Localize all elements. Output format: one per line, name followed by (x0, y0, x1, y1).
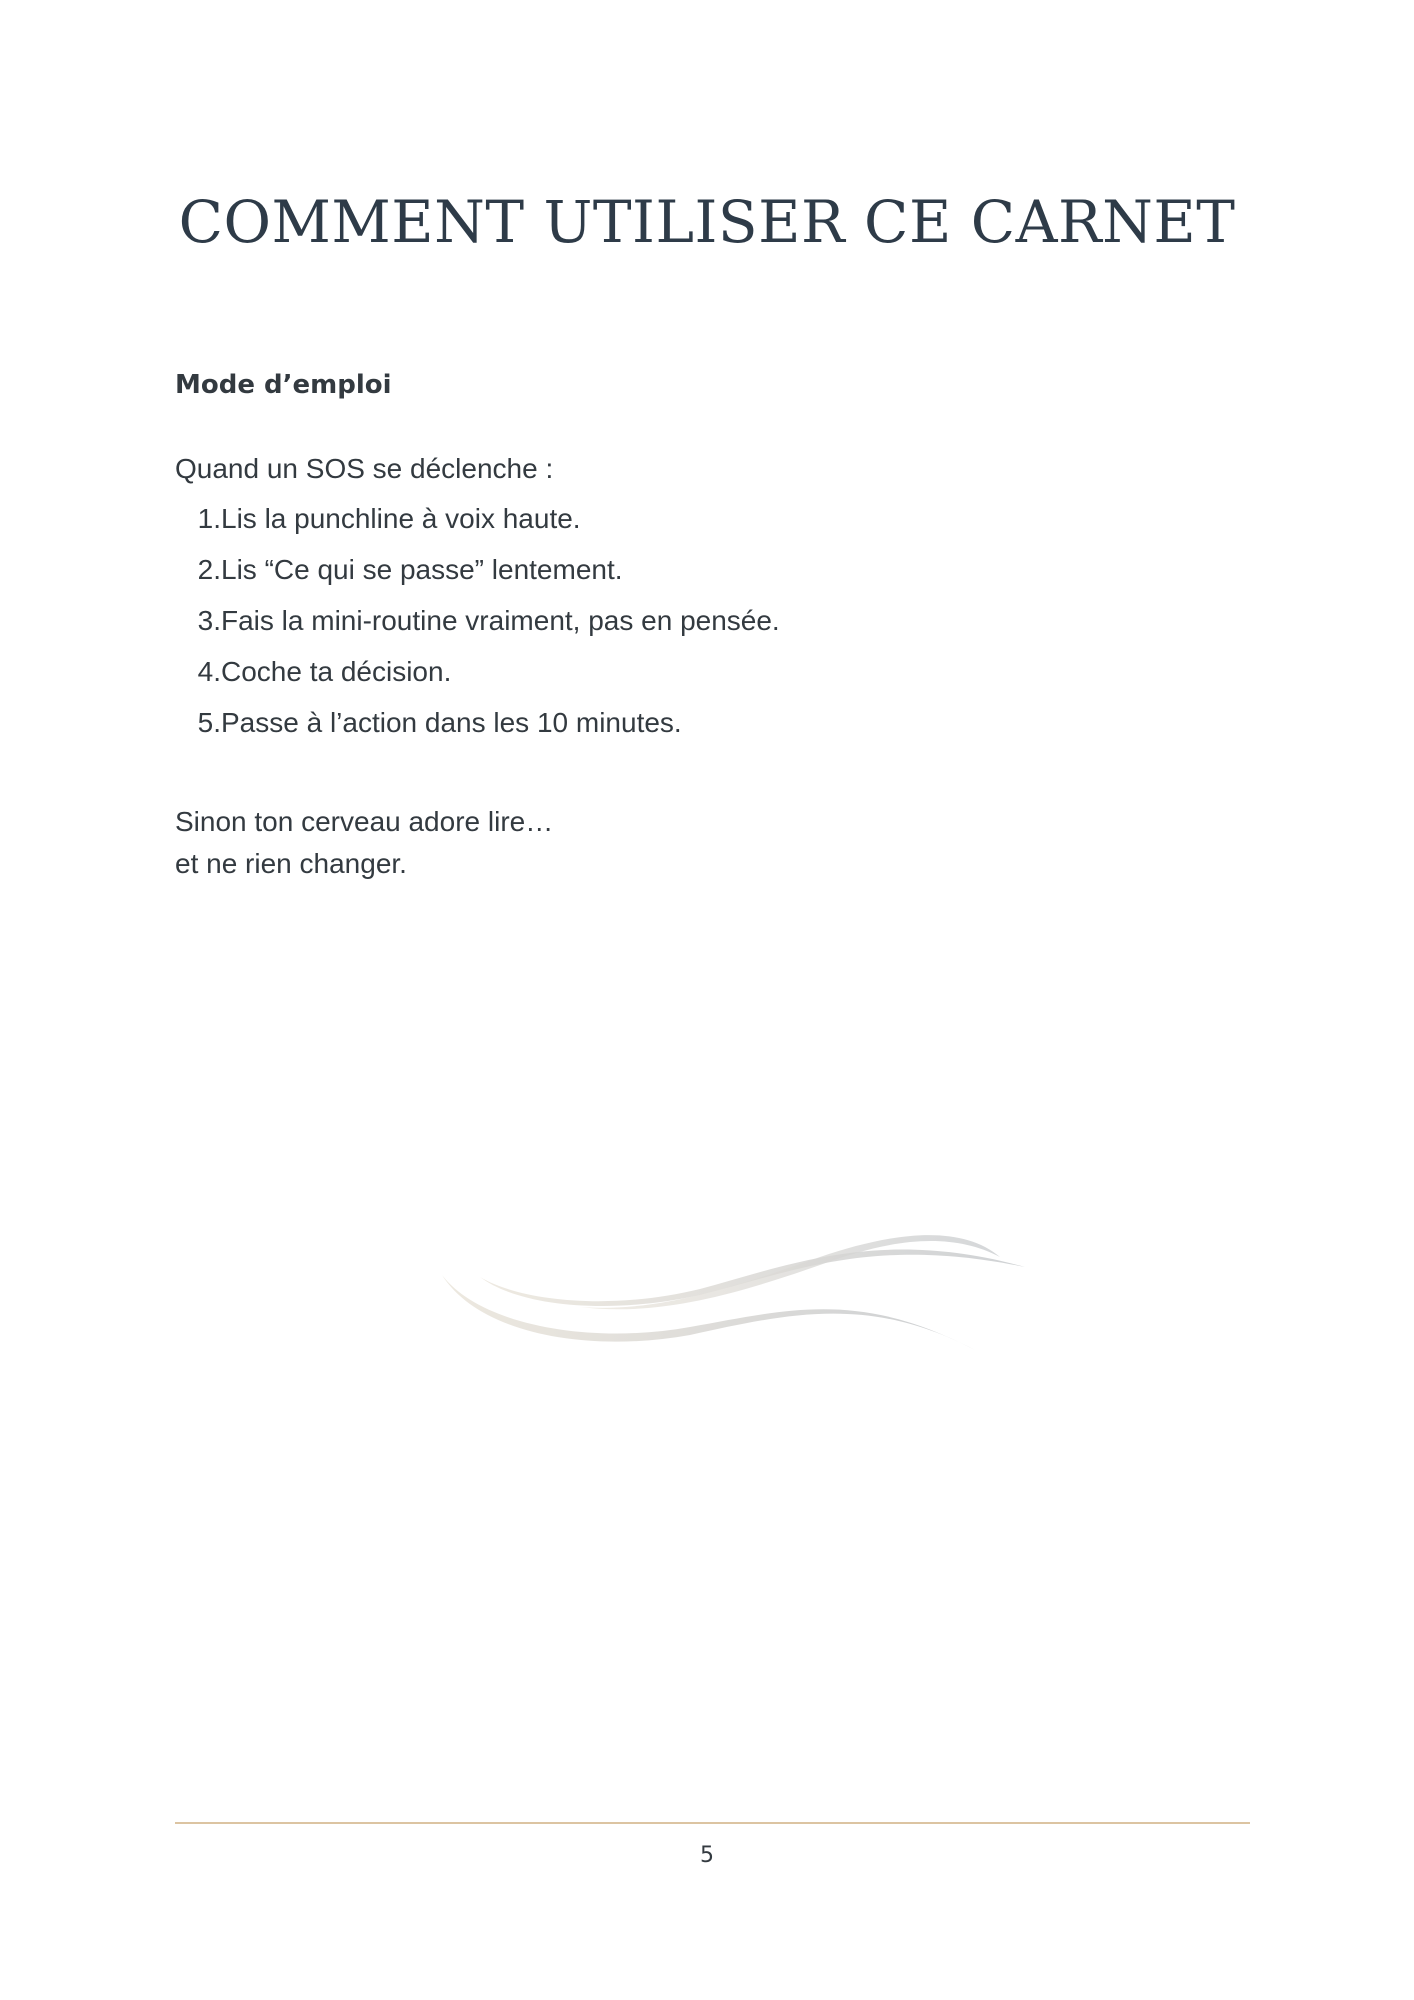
step-text: Passe à l’action dans les 10 minutes. (221, 707, 682, 738)
footer-divider (175, 1822, 1250, 1824)
steps-list (175, 499, 1255, 743)
step-number: 3. (197, 605, 221, 636)
list-item (175, 550, 1255, 590)
wave-ornament-icon (440, 1195, 1030, 1365)
list-item (175, 499, 1255, 539)
step-number: 1. (197, 503, 221, 534)
list-item (175, 652, 1255, 692)
step-text: Lis la punchline à voix haute. (221, 503, 581, 534)
main-content (175, 365, 1255, 885)
closing-line: et ne rien changer. (175, 848, 407, 879)
step-text: Lis “Ce qui se passe” lentement. (221, 554, 623, 585)
closing-text (175, 801, 1255, 885)
page-number: 5 (700, 1843, 714, 1868)
page-title: COMMENT UTILISER CE CARNET (178, 188, 1236, 256)
step-number: 2. (197, 554, 221, 585)
list-item (175, 601, 1255, 641)
step-text: Coche ta décision. (221, 656, 452, 687)
closing-line: Sinon ton cerveau adore lire… (175, 806, 554, 837)
list-item (175, 703, 1255, 743)
step-number: 5. (197, 707, 221, 738)
step-text: Fais la mini-routine vraiment, pas en pensée. (221, 605, 780, 636)
intro-text: Quand un SOS se déclenche : (175, 453, 554, 484)
section-heading: Mode d’emploi (175, 370, 392, 400)
step-number: 4. (197, 656, 221, 687)
